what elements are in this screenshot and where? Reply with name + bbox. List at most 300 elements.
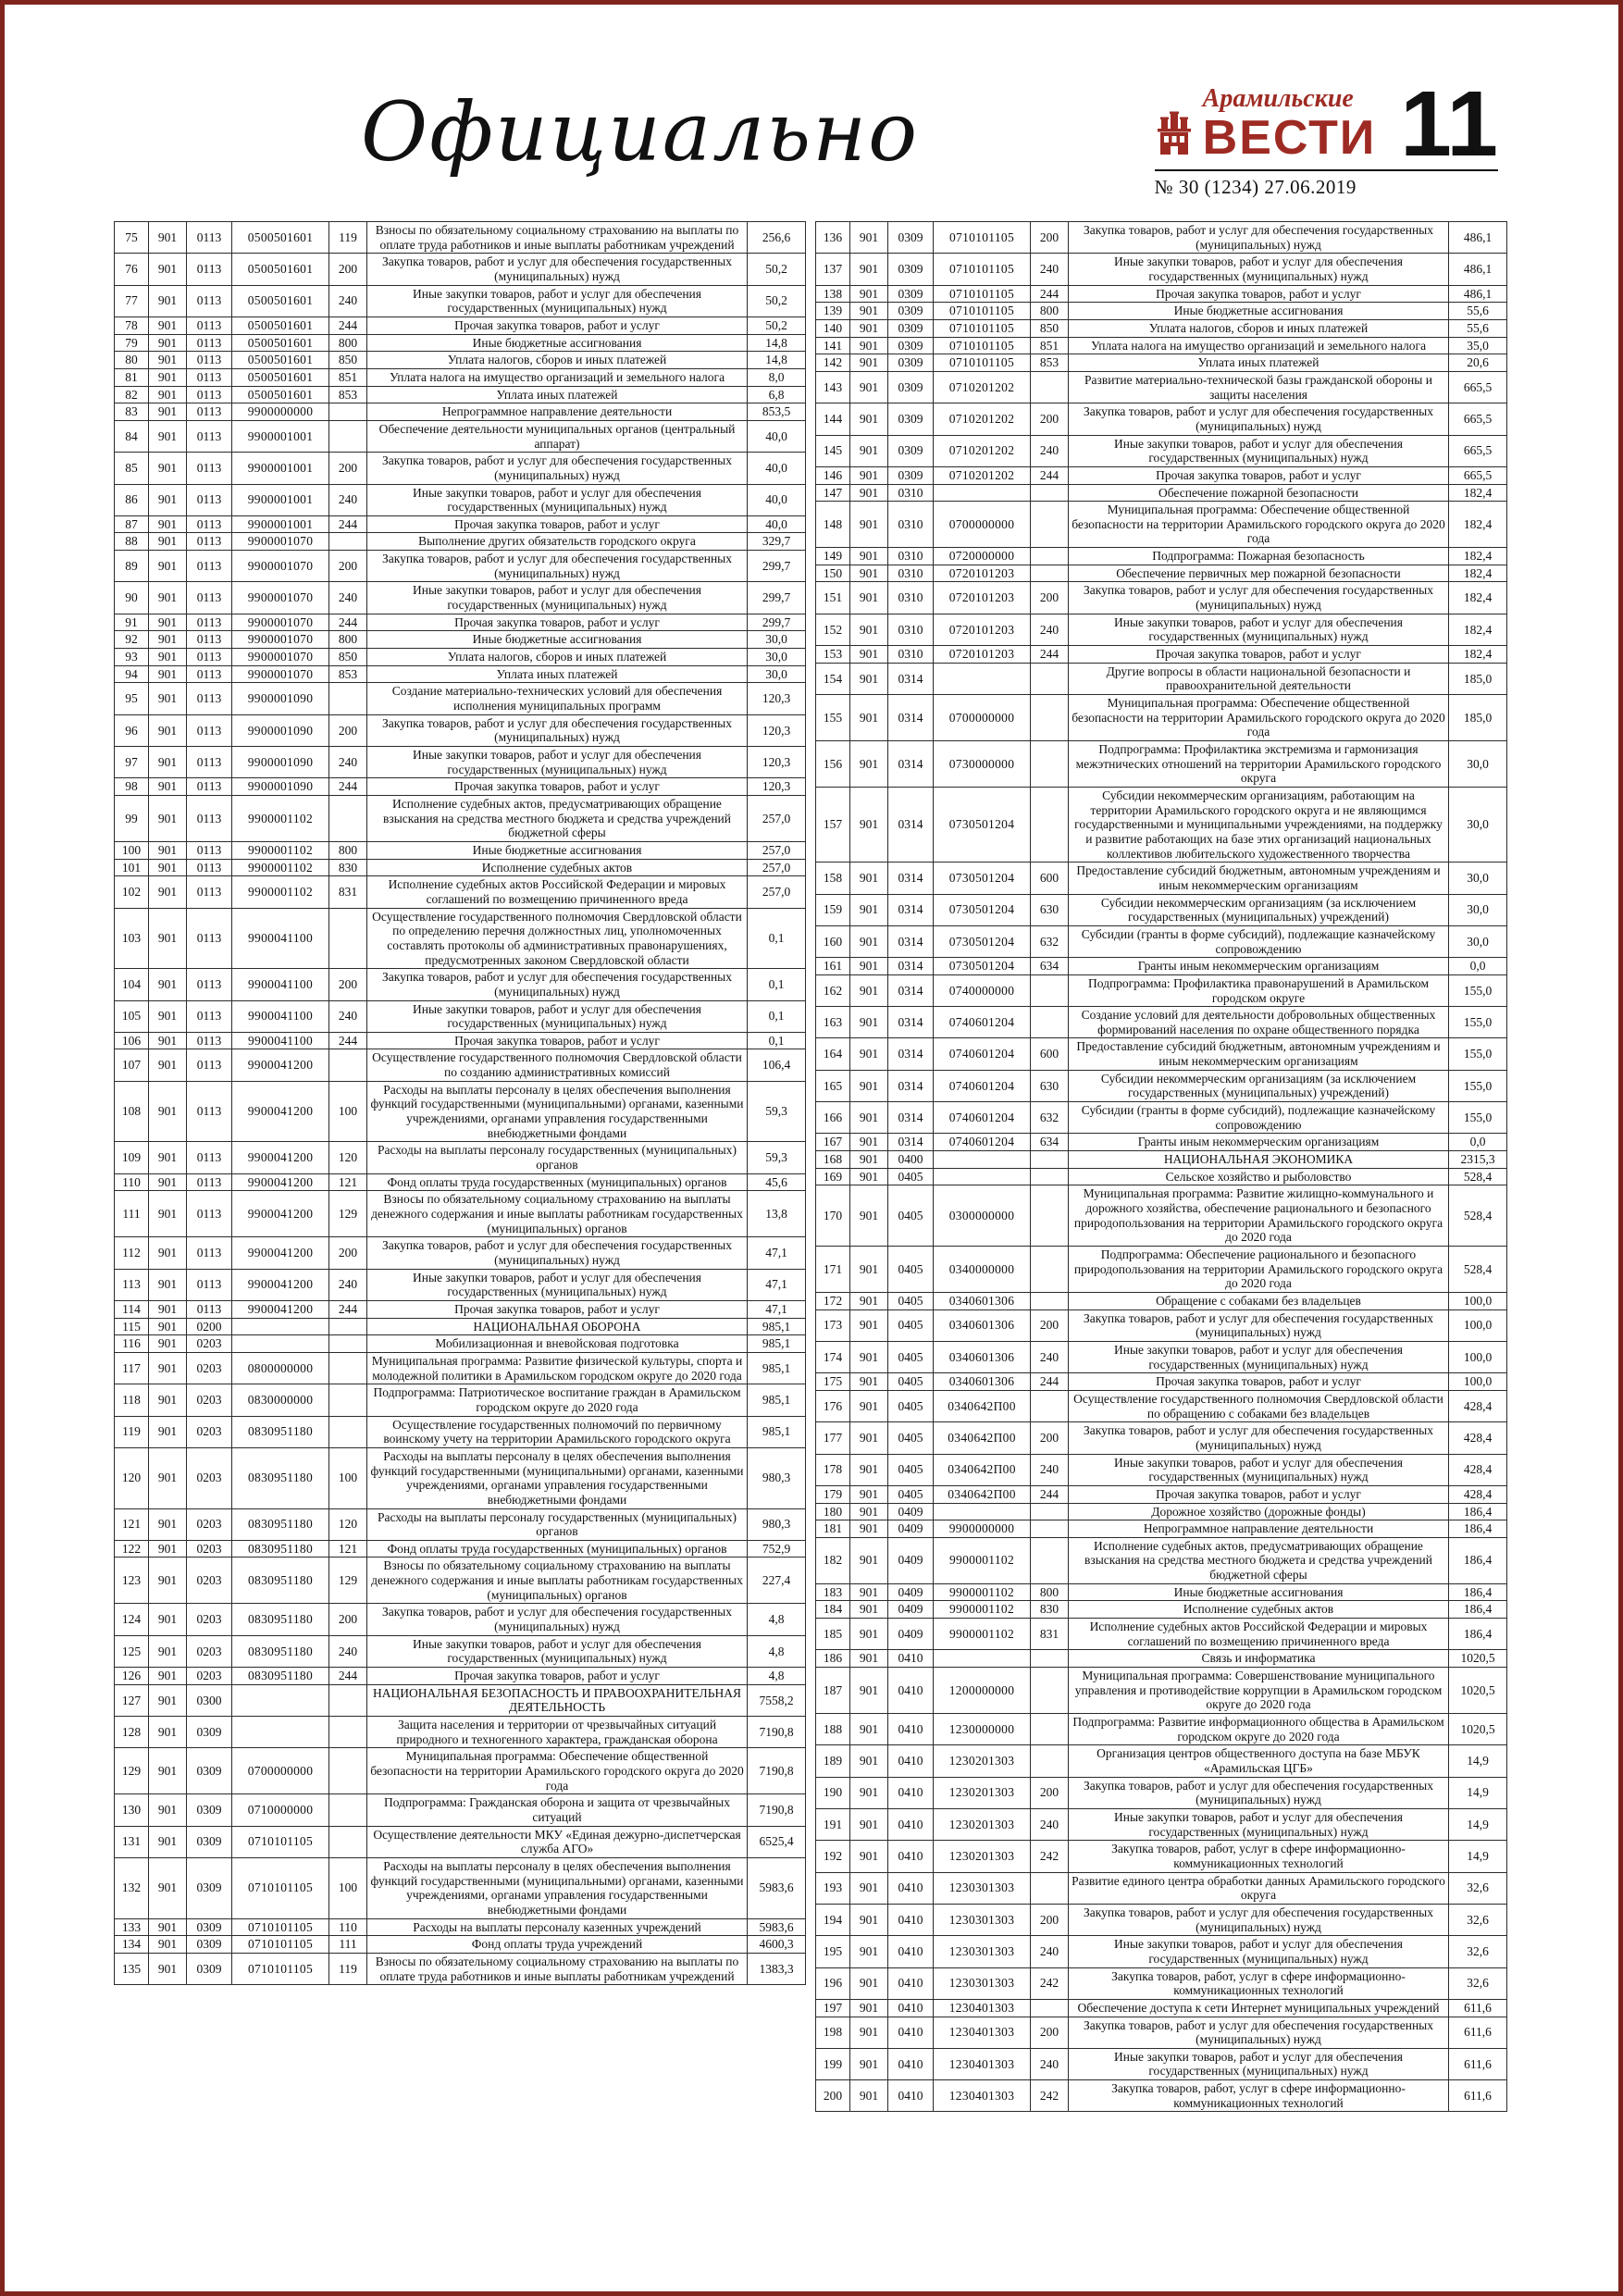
expense-type-code: 200 xyxy=(1031,2017,1069,2048)
amount: 182,4 xyxy=(1449,565,1507,582)
expense-type-code xyxy=(1031,1668,1069,1714)
grbs-code: 901 xyxy=(850,1583,888,1601)
table-row xyxy=(115,795,806,841)
grbs-code: 901 xyxy=(149,1794,187,1826)
amount: 4,8 xyxy=(748,1604,806,1635)
expense-name: Закупка товаров, работ и услуг для обеспечения государственных (муниципальных) нужд xyxy=(367,453,748,484)
amount: 47,1 xyxy=(748,1300,806,1318)
grbs-code: 901 xyxy=(149,1269,187,1300)
table-row xyxy=(115,1000,806,1032)
expense-name: Уплата иных платежей xyxy=(367,386,748,403)
grbs-code: 901 xyxy=(149,1918,187,1936)
target-article-code: 9900001070 xyxy=(232,582,329,614)
grbs-code: 901 xyxy=(149,1717,187,1748)
target-article-code: 9900001102 xyxy=(232,859,329,876)
expense-type-code: 244 xyxy=(1031,285,1069,303)
expense-type-code: 244 xyxy=(1031,646,1069,664)
section-code: 0309 xyxy=(888,303,934,320)
expense-name: Субсидии некоммерческим организациям (за исключением государственных (муниципальных) учреждений) xyxy=(1069,1070,1449,1101)
row-number: 90 xyxy=(115,582,149,614)
expense-name: Прочая закупка товаров, работ и услуг xyxy=(367,515,748,533)
amount: 182,4 xyxy=(1449,548,1507,565)
table-row xyxy=(115,285,806,316)
table-row xyxy=(115,254,806,285)
amount: 665,5 xyxy=(1449,371,1507,403)
section-code: 0409 xyxy=(888,1583,934,1601)
grbs-code: 901 xyxy=(149,683,187,714)
expense-name: Иные закупки товаров, работ и услуг для обеспечения государственных (муниципальных) нужд xyxy=(1069,254,1449,285)
section-code: 0314 xyxy=(888,1102,934,1134)
table-row xyxy=(115,1318,806,1335)
expense-type-code: 244 xyxy=(329,1300,367,1318)
amount: 611,6 xyxy=(1449,2017,1507,2048)
row-number: 78 xyxy=(115,316,149,334)
section-code: 0113 xyxy=(187,484,232,515)
section-code: 0405 xyxy=(888,1292,934,1309)
section-code: 0410 xyxy=(888,1745,934,1777)
grbs-code: 901 xyxy=(149,1826,187,1857)
section-code: 0203 xyxy=(187,1604,232,1635)
row-number: 145 xyxy=(816,435,850,466)
amount: 186,4 xyxy=(1449,1601,1507,1619)
expense-name: Связь и информатика xyxy=(1069,1650,1449,1668)
amount: 985,1 xyxy=(748,1335,806,1353)
row-number: 84 xyxy=(115,420,149,452)
target-article-code: 0720000000 xyxy=(934,548,1031,565)
expense-type-code: 110 xyxy=(329,1918,367,1936)
section-code: 0410 xyxy=(888,1650,934,1668)
expense-name: Подпрограмма: Пожарная безопасность xyxy=(1069,548,1449,565)
expense-type-code: 240 xyxy=(1031,2048,1069,2079)
expense-type-code xyxy=(329,1384,367,1416)
row-number: 108 xyxy=(115,1081,149,1142)
section-code: 0309 xyxy=(888,435,934,466)
expense-name: Закупка товаров, работ и услуг для обеспечения государственных (муниципальных) нужд xyxy=(367,254,748,285)
row-number: 182 xyxy=(816,1537,850,1583)
expense-type-code xyxy=(329,908,367,969)
table-row xyxy=(115,1300,806,1318)
expense-type-code: 600 xyxy=(1031,863,1069,894)
target-article-code xyxy=(934,1151,1031,1169)
expense-name: Субсидии некоммерческим организациям (за исключением государственных (муниципальных) учреждений) xyxy=(1069,894,1449,925)
amount: 45,6 xyxy=(748,1173,806,1191)
grbs-code: 901 xyxy=(850,1247,888,1293)
section-code: 0409 xyxy=(888,1503,934,1520)
amount: 1020,5 xyxy=(1449,1714,1507,1745)
expense-type-code: 244 xyxy=(1031,1485,1069,1503)
row-number: 146 xyxy=(816,466,850,484)
amount: 329,7 xyxy=(748,533,806,551)
section-code: 0309 xyxy=(187,1953,232,1984)
table-row xyxy=(816,2048,1507,2079)
expense-name: Закупка товаров, работ и услуг для обеспечения государственных (муниципальных) нужд xyxy=(367,714,748,746)
row-number: 143 xyxy=(816,371,850,403)
target-article-code: 0710101105 xyxy=(934,319,1031,337)
expense-name: Расходы на выплаты персоналу казенных учреждений xyxy=(367,1918,748,1936)
grbs-code: 901 xyxy=(149,1318,187,1335)
table-row xyxy=(816,695,1507,741)
amount: 7190,8 xyxy=(748,1748,806,1794)
grbs-code: 901 xyxy=(850,958,888,975)
grbs-code: 901 xyxy=(149,1857,187,1918)
target-article-code: 0710101105 xyxy=(232,1953,329,1984)
expense-name: Закупка товаров, работ и услуг для обеспечения государственных (муниципальных) нужд xyxy=(1069,1422,1449,1454)
target-article-code: 9900001090 xyxy=(232,778,329,796)
row-number: 195 xyxy=(816,1936,850,1967)
target-article-code: 0500501601 xyxy=(232,334,329,352)
table-row xyxy=(816,741,1507,788)
amount: 980,3 xyxy=(748,1447,806,1508)
section-code: 0405 xyxy=(888,1390,934,1421)
expense-type-code xyxy=(329,683,367,714)
row-number: 96 xyxy=(115,714,149,746)
expense-name: Сельское хозяйство и рыболовство xyxy=(1069,1168,1449,1185)
expense-name: Муниципальная программа: Развитие жилищно-коммунального и дорожного хозяйства, обеспечение рационального и безопасного природопользования на территории Арамильского городского округа до 2020 года xyxy=(1069,1185,1449,1247)
amount: 30,0 xyxy=(1449,741,1507,788)
expense-name: Муниципальная программа: Совершенствование муниципального управления и противодействие коррупции в Арамильском городском округе до 2020 года xyxy=(1069,1668,1449,1714)
expense-name: Осуществление деятельности МКУ «Единая дежурно-диспетчерская служба АГО» xyxy=(367,1826,748,1857)
table-row xyxy=(115,551,806,582)
expense-type-code: 800 xyxy=(329,631,367,649)
amount: 5983,6 xyxy=(748,1857,806,1918)
amount: 7190,8 xyxy=(748,1794,806,1826)
masthead-top-row xyxy=(1155,72,1498,176)
section-code: 0314 xyxy=(888,1007,934,1038)
table-row xyxy=(115,420,806,452)
expense-name: Прочая закупка товаров, работ и услуг xyxy=(367,316,748,334)
section-code: 0309 xyxy=(187,1794,232,1826)
expense-name: Развитие материально-технической базы гражданской обороны и защиты населения xyxy=(1069,371,1449,403)
target-article-code: 1230401303 xyxy=(934,1999,1031,2017)
row-number: 153 xyxy=(816,646,850,664)
row-number: 80 xyxy=(115,352,149,369)
section-code: 0410 xyxy=(888,1841,934,1872)
table-row xyxy=(816,1668,1507,1714)
row-number: 87 xyxy=(115,515,149,533)
target-article-code: 0340642П00 xyxy=(934,1454,1031,1485)
expense-name: Развитие единого центра обработки данных Арамильского городского округа xyxy=(1069,1872,1449,1904)
grbs-code: 901 xyxy=(850,254,888,285)
amount: 59,3 xyxy=(748,1081,806,1142)
grbs-code: 901 xyxy=(850,974,888,1006)
amount: 299,7 xyxy=(748,614,806,631)
table-row xyxy=(816,958,1507,975)
amount: 985,1 xyxy=(748,1352,806,1384)
expense-name: Иные закупки товаров, работ и услуг для обеспечения государственных (муниципальных) нужд xyxy=(1069,435,1449,466)
brand-text xyxy=(1202,84,1377,165)
target-article-code: 0720101203 xyxy=(934,614,1031,645)
row-number: 141 xyxy=(816,337,850,354)
amount: 47,1 xyxy=(748,1237,806,1269)
target-article-code: 0500501601 xyxy=(232,368,329,386)
table-row xyxy=(816,1583,1507,1601)
target-article-code: 0830951180 xyxy=(232,1540,329,1558)
expense-name: Обращение с собаками без владельцев xyxy=(1069,1292,1449,1309)
table-row xyxy=(816,1872,1507,1904)
expense-name: Закупка товаров, работ и услуг для обеспечения государственных (муниципальных) нужд xyxy=(1069,222,1449,254)
expense-type-code: 242 xyxy=(1031,1967,1069,1999)
amount: 13,8 xyxy=(748,1191,806,1237)
section-code: 0405 xyxy=(888,1454,934,1485)
masthead-right xyxy=(1154,72,1498,199)
expense-type-code: 120 xyxy=(329,1142,367,1173)
table-row xyxy=(816,502,1507,548)
amount: 1383,3 xyxy=(748,1953,806,1984)
amount: 0,1 xyxy=(748,1032,806,1049)
section-code: 0405 xyxy=(888,1341,934,1372)
grbs-code: 901 xyxy=(149,631,187,649)
section-code: 0310 xyxy=(888,582,934,614)
row-number: 144 xyxy=(816,403,850,435)
table-row xyxy=(816,863,1507,894)
target-article-code: 9900000000 xyxy=(232,403,329,421)
target-article-code: 1230201303 xyxy=(934,1808,1031,1840)
grbs-code: 901 xyxy=(149,222,187,254)
target-article-code: 1230401303 xyxy=(934,2048,1031,2079)
row-number: 184 xyxy=(816,1601,850,1619)
row-number: 134 xyxy=(115,1936,149,1954)
expense-name: НАЦИОНАЛЬНАЯ ЭКОНОМИКА xyxy=(1069,1151,1449,1169)
expense-type-code: 111 xyxy=(329,1936,367,1954)
target-article-code: 0500501601 xyxy=(232,222,329,254)
expense-name: Исполнение судебных актов xyxy=(1069,1601,1449,1619)
table-row xyxy=(816,1485,1507,1503)
expense-type-code: 119 xyxy=(329,1953,367,1984)
row-number: 178 xyxy=(816,1454,850,1485)
amount: 40,0 xyxy=(748,515,806,533)
expense-name: Непрограммное направление деятельности xyxy=(367,403,748,421)
expense-type-code: 200 xyxy=(1031,1904,1069,1935)
expense-type-code: 600 xyxy=(1031,1038,1069,1070)
expense-name: Закупка товаров, работ и услуг для обеспечения государственных (муниципальных) нужд xyxy=(1069,403,1449,435)
expense-name: Иные закупки товаров, работ и услуг для обеспечения государственных (муниципальных) нужд xyxy=(1069,1454,1449,1485)
table-row xyxy=(816,354,1507,372)
section-code: 0200 xyxy=(187,1318,232,1335)
target-article-code: 0830951180 xyxy=(232,1416,329,1447)
section-code: 0410 xyxy=(888,1999,934,2017)
expense-name: Прочая закупка товаров, работ и услуг xyxy=(1069,285,1449,303)
grbs-code: 901 xyxy=(149,859,187,876)
amount: 985,1 xyxy=(748,1384,806,1416)
expense-type-code: 200 xyxy=(329,1237,367,1269)
grbs-code: 901 xyxy=(850,319,888,337)
grbs-code: 901 xyxy=(850,1422,888,1454)
section-code: 0310 xyxy=(888,646,934,664)
amount: 299,7 xyxy=(748,551,806,582)
section-code: 0113 xyxy=(187,665,232,683)
expense-type-code: 200 xyxy=(1031,1309,1069,1341)
expense-type-code: 100 xyxy=(329,1447,367,1508)
amount: 6,8 xyxy=(748,386,806,403)
section-code: 0113 xyxy=(187,1173,232,1191)
section-code: 0309 xyxy=(888,354,934,372)
row-number: 113 xyxy=(115,1269,149,1300)
crest-building-icon xyxy=(1155,111,1194,162)
section-code: 0410 xyxy=(888,1668,934,1714)
section-code: 0410 xyxy=(888,2017,934,2048)
amount: 486,1 xyxy=(1449,254,1507,285)
expense-type-code xyxy=(329,1826,367,1857)
grbs-code: 901 xyxy=(149,1237,187,1269)
grbs-code: 901 xyxy=(850,1341,888,1372)
table-row xyxy=(816,894,1507,925)
target-article-code: 0730501204 xyxy=(934,894,1031,925)
section-code: 0113 xyxy=(187,352,232,369)
expense-type-code: 242 xyxy=(1031,2080,1069,2112)
section-code: 0410 xyxy=(888,1936,934,1967)
section-code: 0113 xyxy=(187,386,232,403)
target-article-code: 9900001102 xyxy=(934,1537,1031,1583)
section-code: 0113 xyxy=(187,1191,232,1237)
expense-name: Иные закупки товаров, работ и услуг для обеспечения государственных (муниципальных) нужд xyxy=(1069,2048,1449,2079)
target-article-code: 1230301303 xyxy=(934,1967,1031,1999)
row-number: 198 xyxy=(816,2017,850,2048)
grbs-code: 901 xyxy=(850,1520,888,1538)
amount: 1020,5 xyxy=(1449,1650,1507,1668)
table-row xyxy=(816,1134,1507,1151)
grbs-code: 901 xyxy=(850,466,888,484)
amount: 30,0 xyxy=(748,665,806,683)
expense-type-code: 244 xyxy=(1031,1373,1069,1391)
target-article-code: 1230401303 xyxy=(934,2080,1031,2112)
expense-name: Закупка товаров, работ и услуг для обеспечения государственных (муниципальных) нужд xyxy=(367,1237,748,1269)
table-row xyxy=(115,859,806,876)
amount: 14,8 xyxy=(748,334,806,352)
grbs-code: 901 xyxy=(149,1936,187,1954)
amount: 528,4 xyxy=(1449,1247,1507,1293)
row-number: 133 xyxy=(115,1918,149,1936)
grbs-code: 901 xyxy=(149,1416,187,1447)
section-code: 0309 xyxy=(888,222,934,254)
expense-type-code: 634 xyxy=(1031,1134,1069,1151)
expense-name: Подпрограмма: Профилактика экстремизма и гармонизация межэтнических отношений на территории Арамильского городского округа xyxy=(1069,741,1449,788)
page-title: Официально xyxy=(361,84,920,180)
target-article-code: 9900001102 xyxy=(232,795,329,841)
table-row xyxy=(115,1416,806,1447)
expense-name: Уплата налога на имущество организаций и земельного налога xyxy=(1069,337,1449,354)
expense-type-code: 240 xyxy=(1031,1808,1069,1840)
expense-type-code: 632 xyxy=(1031,1102,1069,1134)
target-article-code: 9900001102 xyxy=(934,1619,1031,1650)
expense-name: Муниципальная программа: Обеспечение общественной безопасности на территории Арамильского городского округа до 2020 года xyxy=(367,1748,748,1794)
section-code: 0314 xyxy=(888,1134,934,1151)
target-article-code: 9900001070 xyxy=(232,551,329,582)
target-article-code: 0500501601 xyxy=(232,285,329,316)
table-row xyxy=(816,1373,1507,1391)
table-row xyxy=(115,1684,806,1716)
expense-type-code xyxy=(329,1717,367,1748)
table-row xyxy=(115,582,806,614)
table-row xyxy=(816,974,1507,1006)
expense-type-code xyxy=(1031,548,1069,565)
expense-type-code: 240 xyxy=(329,1000,367,1032)
grbs-code: 901 xyxy=(149,1142,187,1173)
expense-name: Предоставление субсидий бюджетным, автономным учреждениям и иным некоммерческим организациям xyxy=(1069,863,1449,894)
expense-name: Иные бюджетные ассигнования xyxy=(367,841,748,859)
amount: 428,4 xyxy=(1449,1422,1507,1454)
table-row xyxy=(816,435,1507,466)
expense-type-code: 851 xyxy=(1031,337,1069,354)
target-article-code: 9900001090 xyxy=(232,683,329,714)
expense-type-code: 853 xyxy=(329,386,367,403)
grbs-code: 901 xyxy=(149,1300,187,1318)
table-row xyxy=(816,337,1507,354)
grbs-code: 901 xyxy=(850,1185,888,1247)
target-article-code: 9900041200 xyxy=(232,1142,329,1173)
amount: 30,0 xyxy=(1449,894,1507,925)
grbs-code: 901 xyxy=(149,714,187,746)
amount: 100,0 xyxy=(1449,1309,1507,1341)
grbs-code: 901 xyxy=(149,778,187,796)
section-code: 0113 xyxy=(187,533,232,551)
expense-name: Закупка товаров, работ и услуг для обеспечения государственных (муниципальных) нужд xyxy=(1069,2017,1449,2048)
target-article-code: 0830951180 xyxy=(232,1635,329,1667)
expense-type-code: 244 xyxy=(329,316,367,334)
target-article-code: 0710101105 xyxy=(232,1826,329,1857)
expense-type-code: 850 xyxy=(1031,319,1069,337)
grbs-code: 901 xyxy=(149,876,187,908)
section-code: 0203 xyxy=(187,1416,232,1447)
amount: 4,8 xyxy=(748,1668,806,1685)
table-row xyxy=(816,403,1507,435)
expense-name: Уплата налогов, сборов и иных платежей xyxy=(367,352,748,369)
table-row xyxy=(115,614,806,631)
grbs-code: 901 xyxy=(850,1151,888,1169)
expense-type-code: 632 xyxy=(1031,925,1069,957)
expense-name: Фонд оплаты труда учреждений xyxy=(367,1936,748,1954)
target-article-code: 0830000000 xyxy=(232,1384,329,1416)
section-code: 0405 xyxy=(888,1185,934,1247)
table-row xyxy=(816,1904,1507,1935)
expense-name: Защита населения и территории от чрезвычайных ситуаций природного и техногенного характера, гражданская оборона xyxy=(367,1717,748,1748)
expense-name: Гранты иным некоммерческим организациям xyxy=(1069,1134,1449,1151)
table-row xyxy=(115,334,806,352)
amount: 30,0 xyxy=(748,649,806,666)
section-code: 0309 xyxy=(187,1857,232,1918)
grbs-code: 901 xyxy=(850,741,888,788)
row-number: 117 xyxy=(115,1352,149,1384)
amount: 299,7 xyxy=(748,582,806,614)
section-code: 0410 xyxy=(888,1967,934,1999)
target-article-code xyxy=(934,1650,1031,1668)
row-number: 91 xyxy=(115,614,149,631)
target-article-code: 9900041100 xyxy=(232,969,329,1000)
expense-name: НАЦИОНАЛЬНАЯ ОБОРОНА xyxy=(367,1318,748,1335)
row-number: 197 xyxy=(816,1999,850,2017)
amount: 257,0 xyxy=(748,795,806,841)
section-code: 0309 xyxy=(888,466,934,484)
target-article-code: 1230401303 xyxy=(934,2017,1031,2048)
expense-name: Обеспечение пожарной безопасности xyxy=(1069,484,1449,502)
section-code: 0314 xyxy=(888,741,934,788)
grbs-code: 901 xyxy=(850,285,888,303)
row-number: 148 xyxy=(816,502,850,548)
grbs-code: 901 xyxy=(149,551,187,582)
target-article-code: 0710101105 xyxy=(934,337,1031,354)
table-row xyxy=(816,1102,1507,1134)
table-row xyxy=(816,1808,1507,1840)
expense-name: Прочая закупка товаров, работ и услуг xyxy=(367,778,748,796)
amount: 55,6 xyxy=(1449,303,1507,320)
target-article-code: 9900001070 xyxy=(232,631,329,649)
target-article-code: 0830951180 xyxy=(232,1508,329,1540)
grbs-code: 901 xyxy=(149,665,187,683)
amount: 186,4 xyxy=(1449,1503,1507,1520)
target-article-code: 0740601204 xyxy=(934,1038,1031,1070)
grbs-code: 901 xyxy=(850,1619,888,1650)
expense-name: Уплата иных платежей xyxy=(1069,354,1449,372)
grbs-code: 901 xyxy=(149,908,187,969)
